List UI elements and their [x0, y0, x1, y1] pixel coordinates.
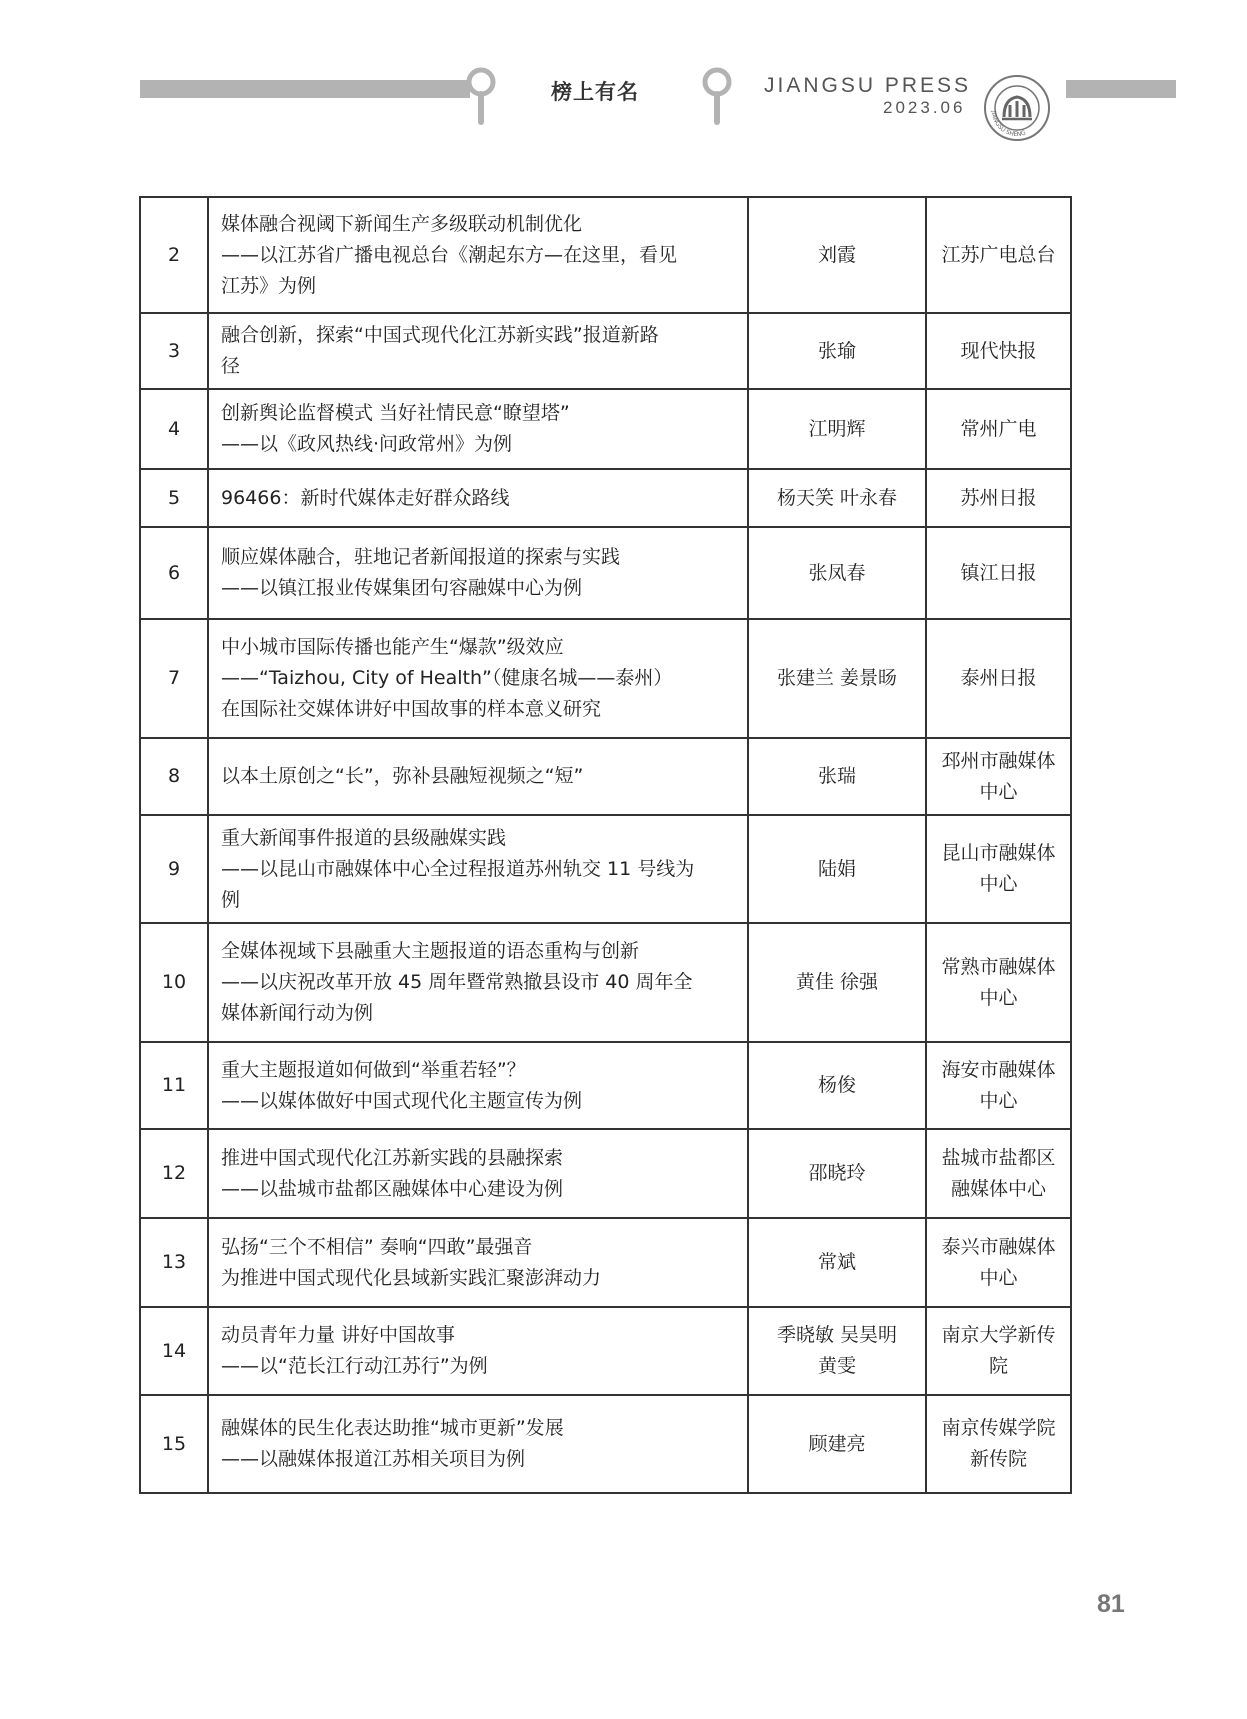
header-bar-left — [140, 80, 470, 98]
author-name: 季晓敏 吴昊明 — [776, 1324, 898, 1346]
pin-icon — [702, 66, 732, 126]
table-row — [140, 469, 1071, 527]
table-row — [140, 527, 1071, 619]
article-title-line: ——以庆祝改革开放 45 周年暨常熟撤县设市 40 周年全 — [221, 971, 693, 993]
unit-name: 常州广电 — [960, 417, 1037, 440]
author-name: 张瑜 — [817, 339, 856, 362]
article-title-line: 江苏》为例 — [221, 274, 317, 297]
unit-name: 中心 — [979, 986, 1018, 1009]
author-name: 江明辉 — [808, 417, 866, 440]
author-cell — [748, 1395, 926, 1493]
page-number: 81 — [1097, 1590, 1125, 1618]
author-name: 张凤春 — [808, 561, 866, 584]
seal-text: JIANGSU SHENG — [989, 110, 1027, 139]
table-row — [140, 197, 1071, 313]
author-cell — [748, 815, 926, 923]
header-bar-right — [1066, 80, 1176, 98]
row-number: 6 — [140, 527, 208, 619]
article-title-cell — [208, 815, 748, 923]
table-row — [140, 815, 1071, 923]
table-row — [140, 738, 1071, 815]
article-title-line: ——以江苏省广播电视总台《潮起东方—在这里，看见 — [221, 243, 678, 266]
article-title-line: 推进中国式现代化江苏新实践的县融探索 — [221, 1146, 564, 1169]
article-title-cell — [208, 923, 748, 1042]
row-number: 2 — [140, 197, 208, 313]
unit-name: 融媒体中心 — [950, 1177, 1046, 1200]
award-list-table — [139, 196, 1072, 1494]
unit-cell — [926, 619, 1071, 738]
article-title-line: 以本土原创之“长”，弥补县融短视频之“短” — [221, 765, 584, 787]
row-number: 7 — [140, 619, 208, 738]
unit-name: 苏州日报 — [960, 486, 1037, 509]
author-name: 张瑞 — [817, 765, 856, 787]
author-cell — [748, 313, 926, 389]
table-row — [140, 1129, 1071, 1218]
article-title-line: 重大新闻事件报道的县级融媒实践 — [221, 826, 507, 849]
magazine-name: JIANGSU PRESS — [764, 74, 972, 97]
article-title-line: 例 — [221, 888, 241, 911]
unit-name: 海安市融媒体 — [941, 1058, 1056, 1081]
unit-cell — [926, 197, 1071, 313]
article-title-cell — [208, 1307, 748, 1395]
unit-cell — [926, 923, 1071, 1042]
author-cell — [748, 738, 926, 815]
author-name: 刘霞 — [817, 243, 856, 266]
article-title-line: ——“Taizhou, City of Health”（健康名城——泰州） — [221, 667, 673, 689]
unit-cell — [926, 1218, 1071, 1307]
author-cell — [748, 1307, 926, 1395]
author-name: 黄佳 徐强 — [795, 971, 879, 993]
author-cell — [748, 1218, 926, 1307]
article-title-cell — [208, 1042, 748, 1129]
row-number: 14 — [140, 1307, 208, 1395]
table-row — [140, 1395, 1071, 1493]
unit-name: 中心 — [979, 780, 1018, 803]
unit-name: 院 — [988, 1355, 1008, 1377]
row-number: 4 — [140, 389, 208, 469]
article-title-cell — [208, 469, 748, 527]
row-number: 13 — [140, 1218, 208, 1307]
article-title-cell — [208, 1218, 748, 1307]
magazine-issue: 2023.06 — [883, 98, 966, 117]
unit-name: 泰州日报 — [960, 667, 1037, 689]
author-cell — [748, 389, 926, 469]
author-name: 邵晓玲 — [808, 1162, 866, 1184]
unit-name: 新传院 — [969, 1448, 1027, 1470]
unit-name: 盐城市盐都区 — [941, 1146, 1056, 1169]
row-number: 5 — [140, 469, 208, 527]
unit-name: 现代快报 — [960, 339, 1037, 362]
table-row — [140, 619, 1071, 738]
article-title-cell — [208, 619, 748, 738]
author-cell — [748, 1042, 926, 1129]
table-row — [140, 1307, 1071, 1395]
unit-name: 中心 — [979, 1089, 1018, 1112]
unit-name: 泰兴市融媒体 — [941, 1235, 1056, 1258]
article-title-line: 中小城市国际传播也能产生“爆款”级效应 — [221, 636, 564, 658]
article-title-line: ——以融媒体报道江苏相关项目为例 — [221, 1448, 526, 1470]
article-title-cell — [208, 1395, 748, 1493]
article-title-line: ——以盐城市盐都区融媒体中心建设为例 — [221, 1177, 564, 1200]
article-title-line: 媒体新闻行动为例 — [221, 1002, 374, 1024]
article-title-line: 融媒体的民生化表达助推“城市更新”发展 — [221, 1417, 564, 1439]
author-name: 张建兰 姜景旸 — [776, 667, 898, 689]
article-title-cell — [208, 527, 748, 619]
author-cell — [748, 923, 926, 1042]
row-number: 8 — [140, 738, 208, 815]
article-title-cell — [208, 313, 748, 389]
article-title-line: 融合创新，探索“中国式现代化江苏新实践”报道新路 — [221, 324, 659, 346]
author-name: 黄雯 — [817, 1355, 856, 1377]
article-title-cell — [208, 197, 748, 313]
article-title-line: 径 — [221, 355, 241, 377]
unit-cell — [926, 469, 1071, 527]
table-row — [140, 923, 1071, 1042]
author-cell — [748, 197, 926, 313]
article-title-line: 创新舆论监督模式 当好社情民意“瞭望塔” — [221, 402, 570, 424]
unit-name: 常熟市融媒体 — [941, 955, 1056, 978]
author-name: 常斌 — [817, 1251, 856, 1273]
article-title-line: 动员青年力量 讲好中国故事 — [221, 1324, 456, 1346]
article-title-line: ——以昆山市融媒体中心全过程报道苏州轨交 11 号线为 — [221, 857, 695, 880]
author-cell — [748, 1129, 926, 1218]
author-name: 杨俊 — [817, 1074, 856, 1096]
row-number: 15 — [140, 1395, 208, 1493]
table-row — [140, 389, 1071, 469]
article-title-cell — [208, 738, 748, 815]
pin-icon — [466, 66, 496, 126]
unit-name: 邳州市融媒体 — [941, 749, 1056, 772]
section-title: 榜上有名 — [551, 80, 639, 104]
unit-name: 镇江日报 — [960, 561, 1037, 584]
article-title-cell — [208, 389, 748, 469]
unit-name: 昆山市融媒体 — [941, 842, 1056, 864]
article-title-line: 96466：新时代媒体走好群众路线 — [221, 486, 510, 509]
page-header — [0, 0, 1247, 139]
association-seal-logo-icon — [982, 73, 1052, 143]
unit-cell — [926, 738, 1071, 815]
author-cell — [748, 469, 926, 527]
article-title-line: 为推进中国式现代化县域新实践汇聚澎湃动力 — [221, 1266, 602, 1289]
unit-cell — [926, 313, 1071, 389]
article-title-line: 顺应媒体融合，驻地记者新闻报道的探索与实践 — [221, 546, 621, 568]
row-number: 12 — [140, 1129, 208, 1218]
row-number: 10 — [140, 923, 208, 1042]
author-name: 杨天笑 叶永春 — [776, 486, 898, 509]
unit-cell — [926, 527, 1071, 619]
unit-name: 南京大学新传 — [941, 1324, 1056, 1346]
author-name: 陆娟 — [817, 857, 856, 880]
row-number: 9 — [140, 815, 208, 923]
table-row — [140, 1218, 1071, 1307]
article-title-line: 重大主题报道如何做到“举重若轻”？ — [221, 1058, 526, 1081]
unit-cell — [926, 1307, 1071, 1395]
unit-name: 江苏广电总台 — [941, 243, 1056, 266]
table-row — [140, 313, 1071, 389]
unit-cell — [926, 389, 1071, 469]
unit-cell — [926, 1395, 1071, 1493]
table-row — [140, 1042, 1071, 1129]
row-number: 11 — [140, 1042, 208, 1129]
author-name: 顾建亮 — [808, 1432, 866, 1455]
article-title-cell — [208, 1129, 748, 1218]
article-title-line: ——以镇江报业传媒集团句容融媒中心为例 — [221, 577, 583, 599]
article-title-line: 在国际社交媒体讲好中国故事的样本意义研究 — [221, 698, 602, 720]
author-cell — [748, 619, 926, 738]
author-cell — [748, 527, 926, 619]
article-title-line: 全媒体视域下县融重大主题报道的语态重构与创新 — [221, 940, 640, 962]
unit-cell — [926, 815, 1071, 923]
unit-cell — [926, 1129, 1071, 1218]
row-number: 3 — [140, 313, 208, 389]
unit-cell — [926, 1042, 1071, 1129]
article-title-line: ——以《政风热线·问政常州》为例 — [221, 433, 513, 455]
unit-name: 中心 — [979, 873, 1018, 895]
article-title-line: ——以媒体做好中国式现代化主题宣传为例 — [221, 1089, 583, 1112]
unit-name: 南京传媒学院 — [941, 1417, 1056, 1439]
unit-name: 中心 — [979, 1266, 1018, 1289]
article-title-line: 弘扬“三个不相信” 奏响“四敢”最强音 — [221, 1235, 533, 1258]
article-title-line: ——以“范长江行动江苏行”为例 — [221, 1355, 488, 1377]
article-title-line: 媒体融合视阈下新闻生产多级联动机制优化 — [221, 212, 583, 235]
